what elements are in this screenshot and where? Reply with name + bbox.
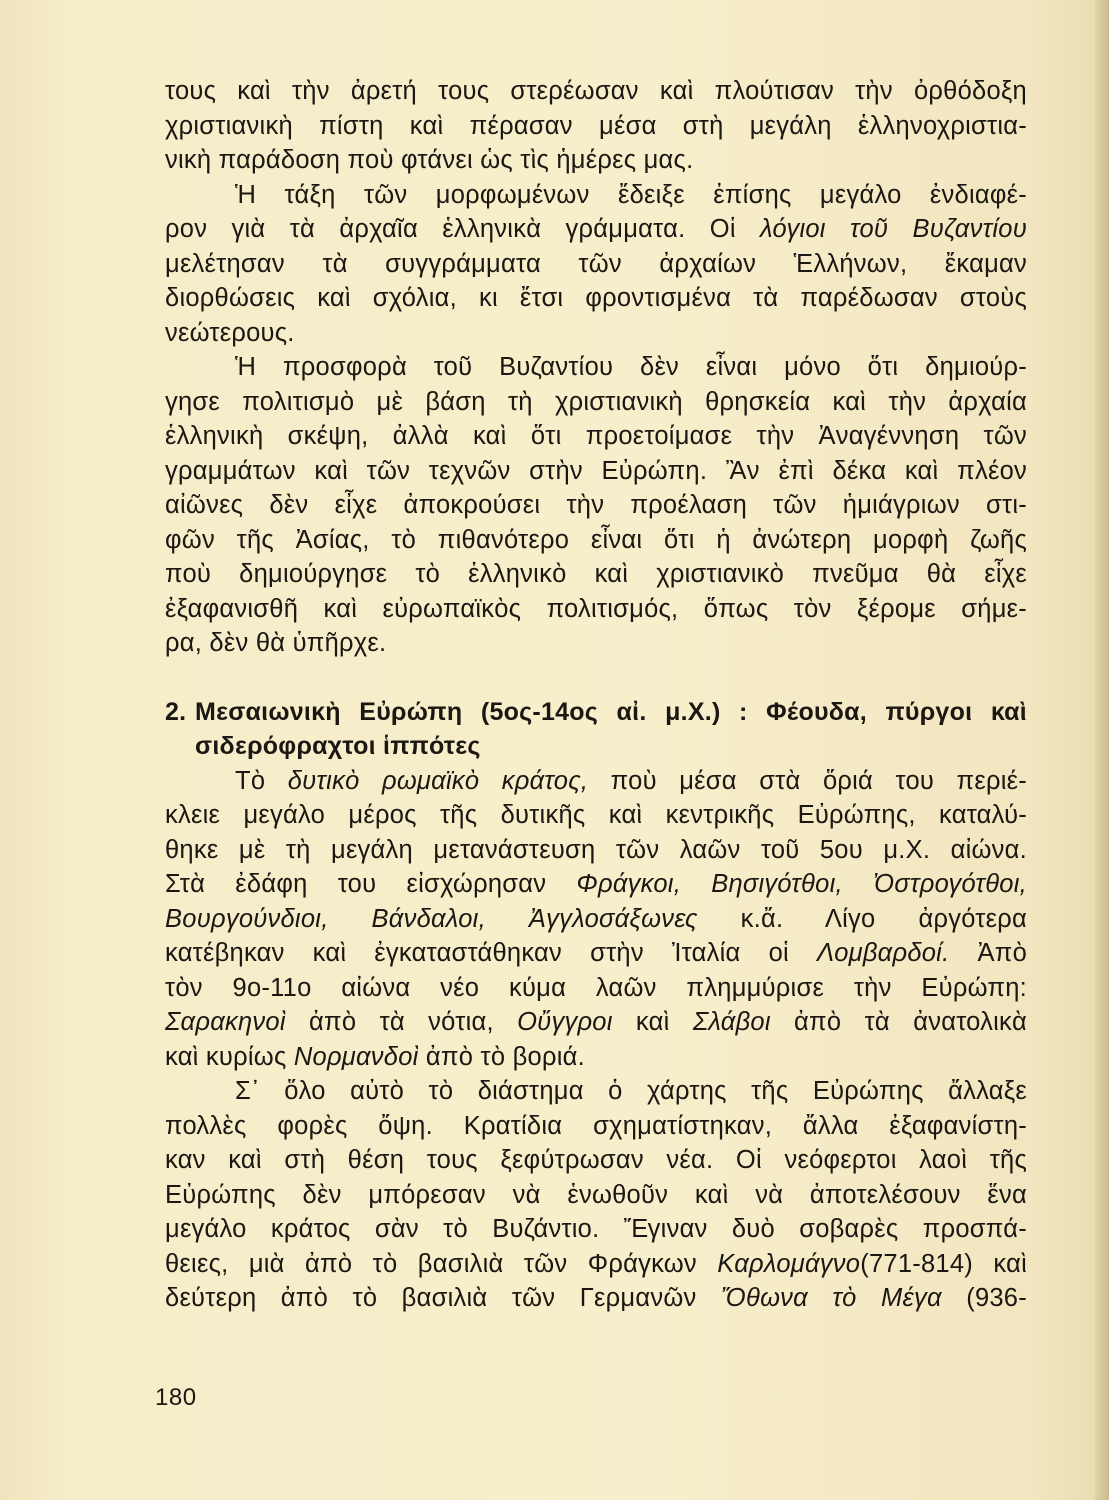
text-line: Εὐρώπης δὲν μπόρεσαν νὰ ἑνωθοῦν καὶ νὰ ἀποτελέσουν ἕνα (165, 1180, 1027, 1209)
text-run: θειες, μιὰ ἀπὸ τὸ βασιλιὰ τῶν Φράγκων (165, 1249, 718, 1278)
text-line: ἑλληνικὴ σκέψη, ἀλλὰ καὶ ὅτι προετοίμασε τὴν Ἀναγέννηση τῶν (165, 422, 1027, 450)
text-line: Ἡ τάξη τῶν μορφωμένων ἔδειξε ἐπίσης μεγάλο ἐνδιαφέ- (235, 180, 1027, 209)
paragraph-5 (165, 1074, 1027, 1316)
italic-term: Λομβαρδοί. (816, 939, 950, 967)
text-line: ἐξαφανισθῆ καὶ εὐρωπαϊκὸς πολιτισμός, ὅπως τὸν ξέρομε σήμε- (165, 594, 1027, 623)
heading-line (165, 695, 1027, 730)
body-text (165, 74, 1027, 1316)
text-line: διορθώσεις καὶ σχόλια, κι ἔτσι φροντισμένα τὰ παρέδωσαν στοὺς (165, 284, 1027, 312)
italic-term: Βουργούνδιοι, Βάνδαλοι, Ἀγγλοσάξωνες (165, 904, 698, 933)
text-line: μελέτησαν τὰ συγγράμματα τῶν ἀρχαίων Ἑλλήνων, ἔκαμαν (165, 249, 1027, 278)
text-line (165, 867, 1027, 902)
text-line: χριστιανικὴ πίστη καὶ πέρασαν μέσα στὴ μεγάλη ἑλληνοχριστια- (165, 111, 1027, 140)
italic-term: Φράγκοι, Βησιγότθοι, Ὀστρογότθοι, (576, 870, 1027, 898)
italic-term: Καρλομάγνο (717, 1249, 861, 1278)
text-run: (936- (941, 1284, 1027, 1312)
page-number: 180 (155, 1384, 197, 1411)
text-line: Σ᾽ ὅλο αὐτὸ τὸ διάστημα ὁ χάρτης τῆς Εὐρώπης ἄλλαξε (235, 1077, 1027, 1105)
text-line: αἰῶνες δὲν εἶχε ἀποκρούσει τὴν προέλαση τῶν ἡμιάγριων στι- (165, 491, 1027, 519)
text-line: τους καὶ τὴν ἀρετή τους στερέωσαν καὶ πλούτισαν τὴν ὀρθόδοξη (165, 77, 1027, 105)
text-line: Ἡ προσφορὰ τοῦ Βυζαντίου δὲν εἶναι μόνο ὅτι δημιούρ- (235, 353, 1027, 381)
italic-term: Ὄθωνα τὸ Μέγα (720, 1284, 942, 1312)
text-run: ἀπὸ τὰ ἀνατολικὰ (770, 1008, 1028, 1036)
text-line: μεγάλο κράτος σὰν τὸ Βυζάντιο. Ἔγιναν δυὸ σοβαρὲς προσπά- (165, 1215, 1027, 1243)
paragraph-1 (165, 74, 1027, 178)
paragraph-4 (165, 764, 1027, 1075)
text-run: (771-814) καὶ (860, 1249, 1027, 1278)
text-line: καν καὶ στὴ θέση τους ξεφύτρωσαν νέα. Οἱ νεόφερτοι λαοὶ τῆς (165, 1146, 1027, 1174)
text-run: Ἀπὸ (949, 939, 1028, 967)
text-line: νικὴ παράδοση ποὺ φτάνει ὡς τὶς ἡμέρες μας. (165, 146, 694, 174)
text-line (165, 1247, 1027, 1282)
text-line (165, 212, 1027, 247)
text-line: νεώτερους. (165, 318, 295, 347)
page-edge (1095, 0, 1109, 1500)
text-run: κ.ἄ. Λίγο ἀργότερα (697, 904, 1027, 933)
text-line (165, 1281, 1027, 1316)
heading-line: σιδερόφραχτοι ἱππότες (195, 732, 481, 760)
text-line: ρα, δὲν θὰ ὑπῆρχε. (165, 629, 387, 657)
heading-text: Μεσαιωνικὴ Εὐρώπη (5ος-14ος αἰ. μ.Χ.) : Φέουδα, πύργοι καὶ (195, 697, 1027, 726)
paragraph-2 (165, 178, 1027, 351)
italic-term: Νορμανδοὶ (293, 1042, 419, 1071)
text-line (165, 1005, 1027, 1040)
text-run: Τὸ (235, 766, 288, 795)
text-line (165, 764, 1027, 799)
italic-term: Οὔγγροι (517, 1008, 613, 1036)
text-line (165, 902, 1027, 937)
text-line: πολλὲς φορὲς ὄψη. Κρατίδια σχηματίστηκαν, ἄλλα ἐξαφανίστη- (165, 1111, 1027, 1140)
text-line (165, 936, 1027, 971)
section-number: 2. (165, 697, 187, 726)
text-line: γησε πολιτισμὸ μὲ βάση τὴ χριστιανικὴ θρησκεία καὶ τὴν ἀρχαία (165, 387, 1027, 416)
text-line: κλειε μεγάλο μέρος τῆς δυτικῆς καὶ κεντρικῆς Εὐρώπης, καταλύ- (165, 801, 1027, 829)
italic-term: δυτικὸ ρωμαϊκὸ κράτος, (287, 766, 589, 795)
text-line: θηκε μὲ τὴ μεγάλη μετανάστευση τῶν λαῶν τοῦ 5ου μ.Χ. αἰώνα. (165, 835, 1027, 864)
text-run: κατέβηκαν καὶ ἐγκαταστάθηκαν στὴν Ἰταλία οἱ (165, 939, 817, 967)
text-run: καὶ κυρίως (165, 1042, 294, 1071)
text-run: ἀπὸ τὸ βοριά. (418, 1042, 585, 1071)
text-run: ἀπὸ τὰ νότια, (285, 1008, 518, 1036)
text-line: γραμμάτων καὶ τῶν τεχνῶν στὴν Εὐρώπη. Ἂν ἐπὶ δέκα καὶ πλέον (165, 456, 1027, 485)
text-run: Στὰ ἐδάφη του εἰσχώρησαν (165, 870, 577, 898)
text-run: ρον γιὰ τὰ ἀρχαῖα ἑλληνικὰ γράμματα. Οἱ (165, 215, 761, 243)
text-run: καὶ (612, 1008, 693, 1036)
text-line (165, 1040, 1027, 1075)
text-line: τὸν 9ο-11ο αἰώνα νέο κύμα λαῶν πλημμύρισε τὴν Εὐρώπη: (165, 973, 1027, 1002)
section-heading (165, 695, 1027, 764)
paragraph-3 (165, 350, 1027, 661)
italic-term: Σλάβοι (692, 1008, 771, 1036)
italic-term: λόγιοι τοῦ Βυζαντίου (760, 215, 1027, 243)
italic-term: Σαρακηνοὶ (165, 1008, 286, 1036)
text-line: φῶν τῆς Ἀσίας, τὸ πιθανότερο εἶναι ὅτι ἡ ἀνώτερη μορφὴ ζωῆς (165, 525, 1027, 554)
text-run: δεύτερη ἀπὸ τὸ βασιλιὰ τῶν Γερμανῶν (165, 1284, 721, 1312)
text-run: ποὺ μέσα στὰ ὅριά του περιέ- (588, 766, 1028, 795)
text-line: ποὺ δημιούργησε τὸ ἑλληνικὸ καὶ χριστιανικὸ πνεῦμα θὰ εἶχε (165, 560, 1027, 588)
